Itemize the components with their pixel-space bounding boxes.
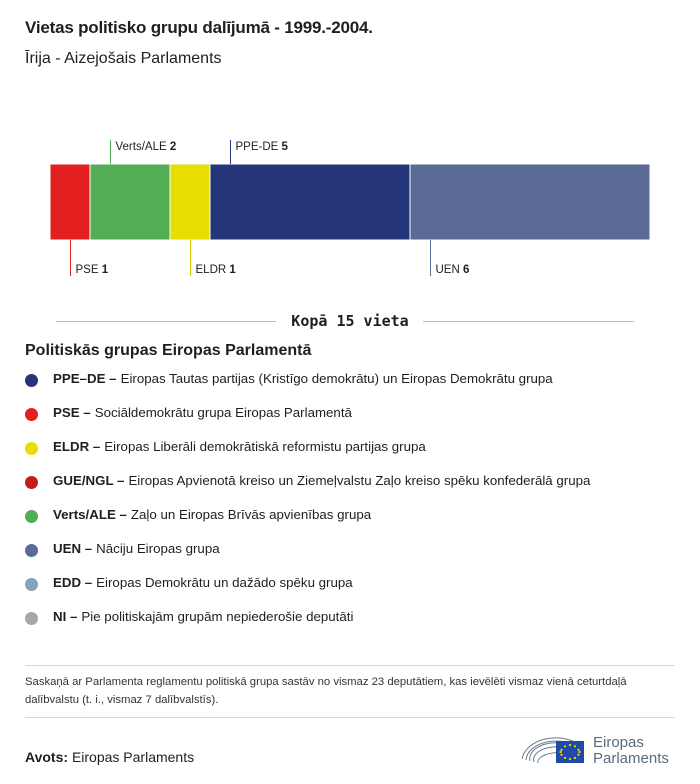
- segment-label-verts-ale: Verts/ALE 2: [115, 141, 177, 153]
- legend-description: Eiropas Tautas partijas (Kristīgo demokrātu) un Eiropas Demokrātu grupa: [120, 371, 553, 386]
- legend-description: Zaļo un Eiropas Brīvās apvienības grupa: [130, 507, 372, 522]
- total-seats-label: [0, 312, 700, 330]
- segment-value-pse: 1: [101, 264, 109, 276]
- legend-abbr: NI –: [53, 609, 78, 624]
- legend-description: Eiropas Liberāli demokrātiskā reformistu partijas grupa: [104, 439, 426, 454]
- legend-dot-icon: [25, 374, 38, 387]
- segment-label-ppe-de: PPE-DE 5: [235, 141, 288, 153]
- legend-text: [53, 507, 371, 522]
- segment-label-pse: PSE 1: [75, 264, 109, 276]
- legend-text: [53, 439, 426, 454]
- legend-abbr: EDD –: [53, 575, 93, 590]
- legend-abbr: PSE –: [53, 405, 91, 420]
- legend-text: [53, 609, 353, 624]
- legend-description: Nāciju Eiropas grupa: [96, 541, 220, 556]
- legend-item: [25, 405, 590, 439]
- legend-item: [25, 439, 590, 473]
- legend-dot-icon: [25, 408, 38, 421]
- legend-item: [25, 575, 590, 609]
- legend-item: [25, 609, 590, 643]
- legend-description: Sociāldemokrātu grupa Eiropas Parlamentā: [94, 405, 352, 420]
- page-title: Vietas politisko grupu dalījumā - 1999.-2004.: [25, 18, 373, 37]
- legend-abbr: ELDR –: [53, 439, 101, 454]
- legend-dot-icon: [25, 544, 38, 557]
- segment-value-uen: 6: [462, 264, 470, 276]
- legend-dot-icon: [25, 476, 38, 489]
- legend-dot-icon: [25, 578, 38, 591]
- bar-segment-uen: [410, 164, 650, 240]
- source-label: Avots:: [25, 749, 69, 765]
- legend-item: [25, 541, 590, 575]
- logo-line-1: Eiropas: [593, 734, 644, 751]
- legend-description: Pie politiskajām grupām nepiederošie deputāti: [81, 609, 354, 624]
- segment-label-uen: UEN 6: [435, 264, 470, 276]
- bar-segment-ppe-de: [210, 164, 410, 240]
- source: [25, 749, 194, 765]
- bar-segment-verts-ale: [90, 164, 170, 240]
- segment-value-ppe-de: 5: [281, 141, 288, 153]
- legend-text: [53, 405, 352, 420]
- legend-dot-icon: [25, 442, 38, 455]
- legend-text: [53, 575, 353, 590]
- note-bottom-rule: [25, 717, 675, 718]
- legend-title: Politiskās grupas Eiropas Parlamentā: [25, 342, 312, 359]
- note-top-rule: [25, 665, 675, 666]
- legend-dot-icon: [25, 510, 38, 523]
- segment-value-eldr: 1: [229, 264, 236, 276]
- legend-text: [53, 473, 590, 488]
- legend-abbr: GUE/NGL –: [53, 473, 125, 488]
- legend-description: Eiropas Apvienotā kreiso un Ziemeļvalstu Zaļo kreiso spēku konfederālā grupa: [128, 473, 591, 488]
- footnote: Saskaņā ar Parlamenta reglamentu politiskā grupa sastāv no vismaz 23 deputātiem, kas ievēlēti vismaz vienā ceturtdaļā dalībvalstu (t. i., vismaz 7 dalībvalstīs).: [25, 676, 627, 706]
- legend-item: [25, 507, 590, 541]
- page-subtitle: Īrija - Aizejošais Parlaments: [25, 50, 222, 67]
- legend-abbr: Verts/ALE –: [53, 507, 127, 522]
- legend-abbr: UEN –: [53, 541, 93, 556]
- segment-label-eldr: ELDR 1: [195, 264, 236, 276]
- legend-abbr: PPE–DE –: [53, 371, 117, 386]
- legend-item: [25, 371, 590, 405]
- legend: [25, 371, 590, 643]
- seat-distribution-chart: [0, 0, 700, 340]
- total-seats-text: Kopā 15 vieta: [277, 312, 422, 330]
- legend-dot-icon: [25, 612, 38, 625]
- segment-value-verts-ale: 2: [169, 141, 177, 153]
- logo-line-2: Parlaments: [593, 750, 669, 767]
- bar-segment-pse: [50, 164, 90, 240]
- legend-text: [53, 541, 220, 556]
- legend-description: Eiropas Demokrātu un dažādo spēku grupa: [96, 575, 353, 590]
- legend-item: [25, 473, 590, 507]
- legend-text: [53, 371, 553, 386]
- logo-wordmark: [593, 735, 669, 767]
- source-value: Eiropas Parlaments: [71, 749, 195, 765]
- bar-segment-eldr: [170, 164, 210, 240]
